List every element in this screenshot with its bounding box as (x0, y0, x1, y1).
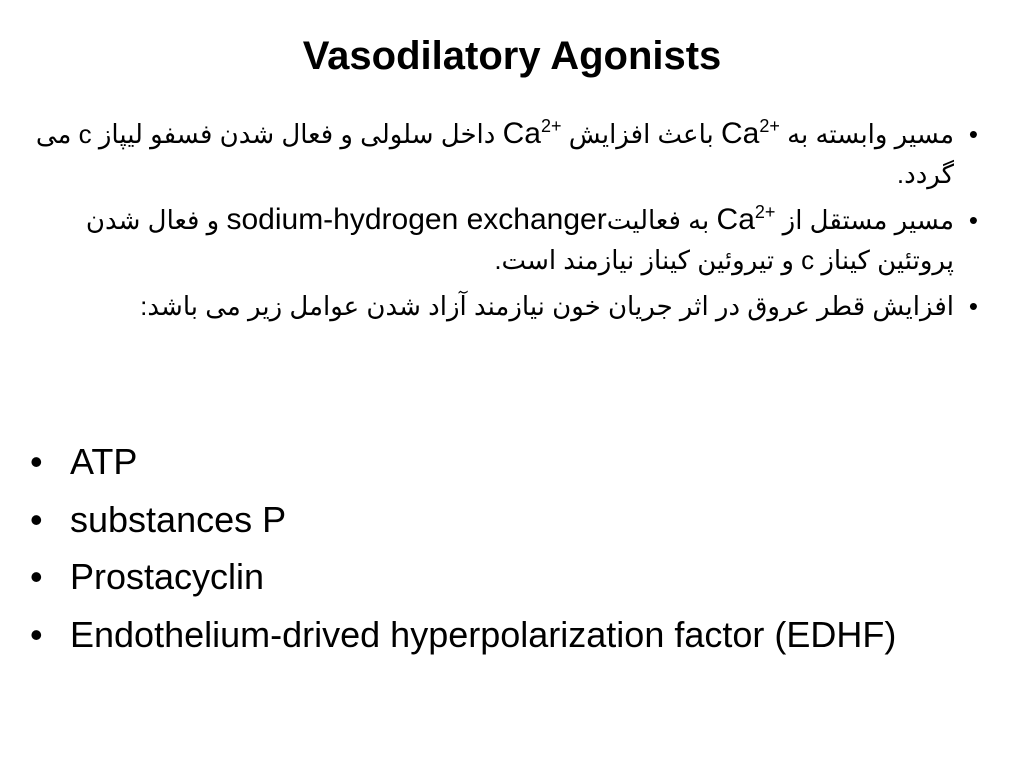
bullet-icon: • (30, 556, 43, 597)
list-item-label: ATP (70, 441, 138, 482)
bullet-icon: • (968, 291, 978, 321)
persian-bullet-list (28, 114, 978, 332)
calcium-symbol: $Ca^{2+}$ (720, 116, 780, 150)
bullet-icon: • (968, 119, 978, 149)
bullet-text: مسیر وابسته به (779, 119, 954, 149)
list-item (28, 548, 1018, 606)
bullet-text: افزایش قطر عروق در اثر جریان خون نیازمند آزاد شدن عوامل زیر می باشد: (140, 291, 954, 321)
bullet-icon: • (30, 498, 43, 540)
list-item (28, 433, 1018, 491)
bullet-icon: • (968, 205, 978, 235)
list-item (28, 200, 978, 280)
bullet-icon: • (30, 613, 43, 655)
calcium-symbol: $Ca^{2+}$ (716, 202, 776, 236)
agonist-list (28, 433, 1018, 663)
bullet-text: به فعالیت (606, 205, 717, 235)
bullet-text: مسیر مستقل از (775, 205, 954, 235)
list-item-label: Endothelium-drived hyperpolarization factor (EDHF) (70, 613, 897, 655)
slide-title: Vasodilatory Agonists (302, 34, 722, 78)
list-item-label: substances P (70, 498, 287, 540)
bullet-text: داخل سلولی و فعال شدن فسفو لیپاز c می گردد. (35, 119, 954, 189)
list-item (28, 286, 978, 326)
bullet-icon: • (30, 441, 43, 482)
calcium-symbol: $Ca^{2+}$ (502, 116, 562, 150)
bullet-text: باعث افزایش (561, 119, 721, 149)
list-item-label: Prostacyclin (70, 556, 265, 597)
list-item (28, 114, 978, 194)
bullet-text: و فعال شدن پروتئین کیناز c و تیروئین کیناز نیازمند است. (85, 205, 954, 275)
list-item (28, 606, 1018, 664)
exchanger-term: sodium-hydrogen exchanger (226, 203, 607, 236)
list-item (28, 491, 1018, 549)
